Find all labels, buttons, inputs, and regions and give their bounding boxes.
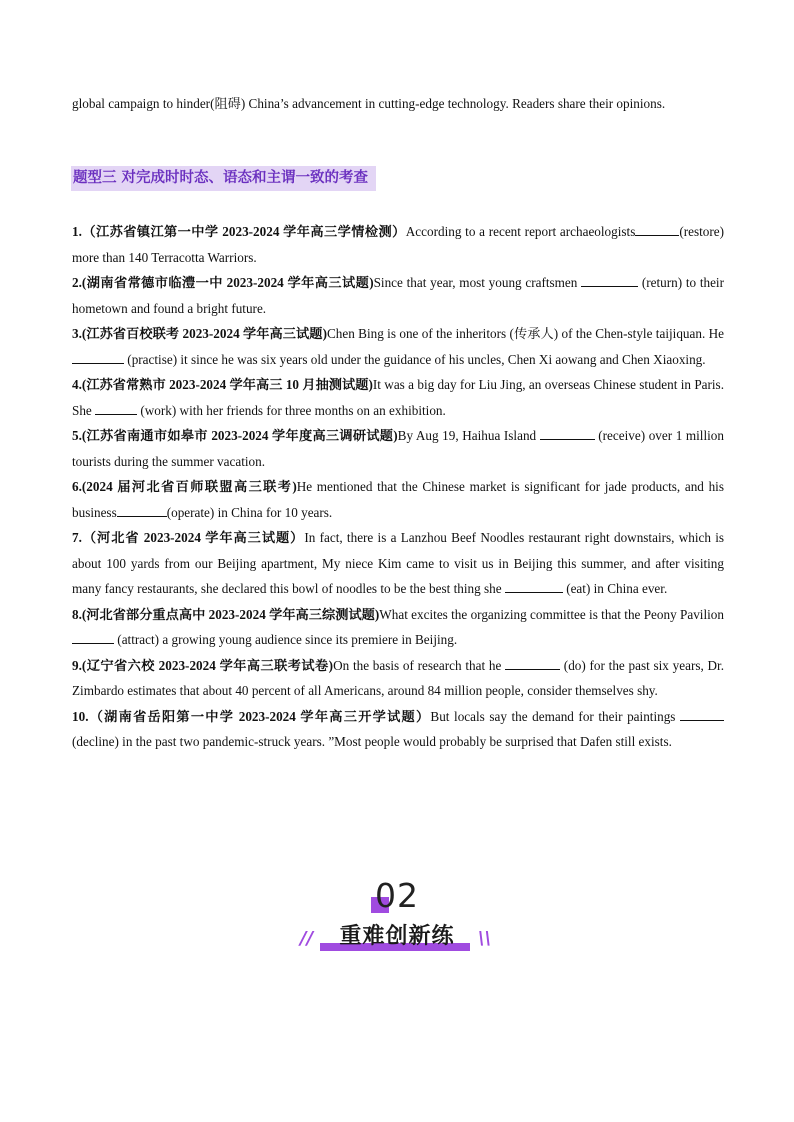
question-number: 7.	[72, 530, 82, 545]
question-text: Chen Bing is one of the inheritors (传承人) of the Chen-style taijiquan. He	[326, 326, 724, 341]
question-item	[72, 219, 724, 270]
question-text: (restore) more than 140 Terracotta Warriors.	[72, 224, 725, 265]
question-text: (receive) over 1 million tourists during the summer vacation.	[72, 428, 724, 469]
question-list	[72, 219, 724, 755]
question-text: According to a recent report archaeologists	[405, 224, 636, 239]
question-text: (operate) in China for 10 years.	[166, 504, 333, 520]
slash-decoration-left: //	[300, 928, 314, 949]
question-item	[72, 602, 724, 653]
question-source: （河北省 2023-2024 学年高三试题）	[81, 530, 305, 545]
question-source: (江苏省百校联考 2023-2024 学年高三试题)	[81, 326, 327, 341]
answer-blank[interactable]	[635, 223, 679, 236]
question-source: (湖南省常德市临澧一中 2023-2024 学年高三试题)	[81, 275, 374, 290]
question-text: It was a big day for Liu Jing, an overseas Chinese student in Paris. She	[72, 377, 724, 418]
question-text: (attract) a growing young audience since its premiere in Beijing.	[114, 632, 458, 647]
answer-blank[interactable]	[505, 657, 560, 670]
question-text: What excites the organizing committee is that the Peony Pavilion	[379, 606, 724, 622]
question-source: (江苏省常熟市 2023-2024 学年高三 10 月抽测试题)	[81, 377, 373, 392]
answer-blank[interactable]	[581, 274, 638, 287]
question-item	[72, 525, 724, 602]
intro-text: global campaign to hinder(阻碍) China’s advancement in cutting-edge technology. Readers share their opinions.	[72, 96, 666, 111]
question-text: In fact, there is a Lanzhou Beef Noodles restaurant right downstairs, which is about 100 yards from our Beijing apartment, My niece Kim came to visit us in Beijing this summer, and after visiting many fancy restaurants, she declared this bowl of noodles to be the best thing she	[72, 530, 724, 596]
question-source: (2024 届河北省百师联盟高三联考)	[81, 479, 297, 494]
question-item	[72, 423, 724, 474]
answer-blank[interactable]	[72, 631, 114, 644]
question-number: 2.	[72, 275, 82, 290]
question-item	[72, 653, 724, 704]
answer-blank[interactable]	[72, 351, 124, 364]
question-source: （江苏省镇江第一中学 2023-2024 学年高三学情检测）	[81, 224, 406, 239]
question-number: 10.	[72, 708, 89, 724]
question-text: (decline) in the past two pandemic-struck years. ”Most people would probably be surprised that Dafen still exists.	[72, 734, 672, 749]
question-item	[72, 704, 724, 755]
question-text: (practise) it since he was six years old under the guidance of his uncles, Chen Xi aowang and Chen Xiaoxing.	[124, 351, 706, 367]
section-badge	[290, 870, 504, 960]
question-text: (do) for the past six years, Dr. Zimbardo estimates that about 40 percent of all Americans, around 84 million people, consider themselves shy.	[72, 657, 724, 698]
section-heading: 题型三 对完成时时态、语态和主谓一致的考查	[71, 166, 376, 191]
answer-blank[interactable]	[95, 402, 137, 415]
badge-number: 02	[375, 876, 419, 915]
question-item	[72, 474, 724, 525]
answer-blank[interactable]	[117, 504, 167, 517]
question-item	[72, 270, 724, 321]
question-text: (work) with her friends for three months on an exhibition.	[137, 402, 446, 418]
answer-blank[interactable]	[680, 708, 724, 721]
question-item	[72, 372, 724, 423]
question-text: (eat) in China ever.	[562, 581, 668, 596]
question-text: Since that year, most young craftsmen	[373, 275, 582, 290]
question-text: (return) to their hometown and found a bright future.	[72, 275, 724, 316]
question-number: 6.	[72, 479, 82, 494]
question-source: (江苏省南通市如皋市 2023-2024 学年度高三调研试题)	[81, 428, 398, 443]
question-number: 3.	[72, 326, 82, 341]
question-number: 1.	[72, 224, 82, 239]
question-item	[72, 321, 724, 372]
answer-blank[interactable]	[540, 427, 595, 440]
question-number: 9.	[72, 657, 82, 673]
slash-decoration-right: \\	[478, 928, 492, 949]
question-number: 8.	[72, 606, 82, 622]
question-number: 4.	[72, 377, 82, 392]
question-source: （湖南省岳阳第一中学 2023-2024 学年高三开学试题）	[88, 708, 431, 724]
question-text: By Aug 19, Haihua Island	[397, 428, 540, 443]
answer-blank[interactable]	[505, 580, 563, 593]
question-source: (辽宁省六校 2023-2024 学年高三联考试卷)	[81, 657, 334, 673]
question-number: 5.	[72, 428, 82, 443]
question-text: On the basis of research that he	[333, 657, 506, 673]
question-text: He mentioned that the Chinese market is significant for jade products, and his business	[72, 479, 724, 520]
question-text: But locals say the demand for their paintings	[430, 708, 680, 724]
question-source: (河北省部分重点高中 2023-2024 学年高三综测试题)	[81, 606, 380, 622]
badge-title: 重难创新练	[339, 924, 455, 949]
